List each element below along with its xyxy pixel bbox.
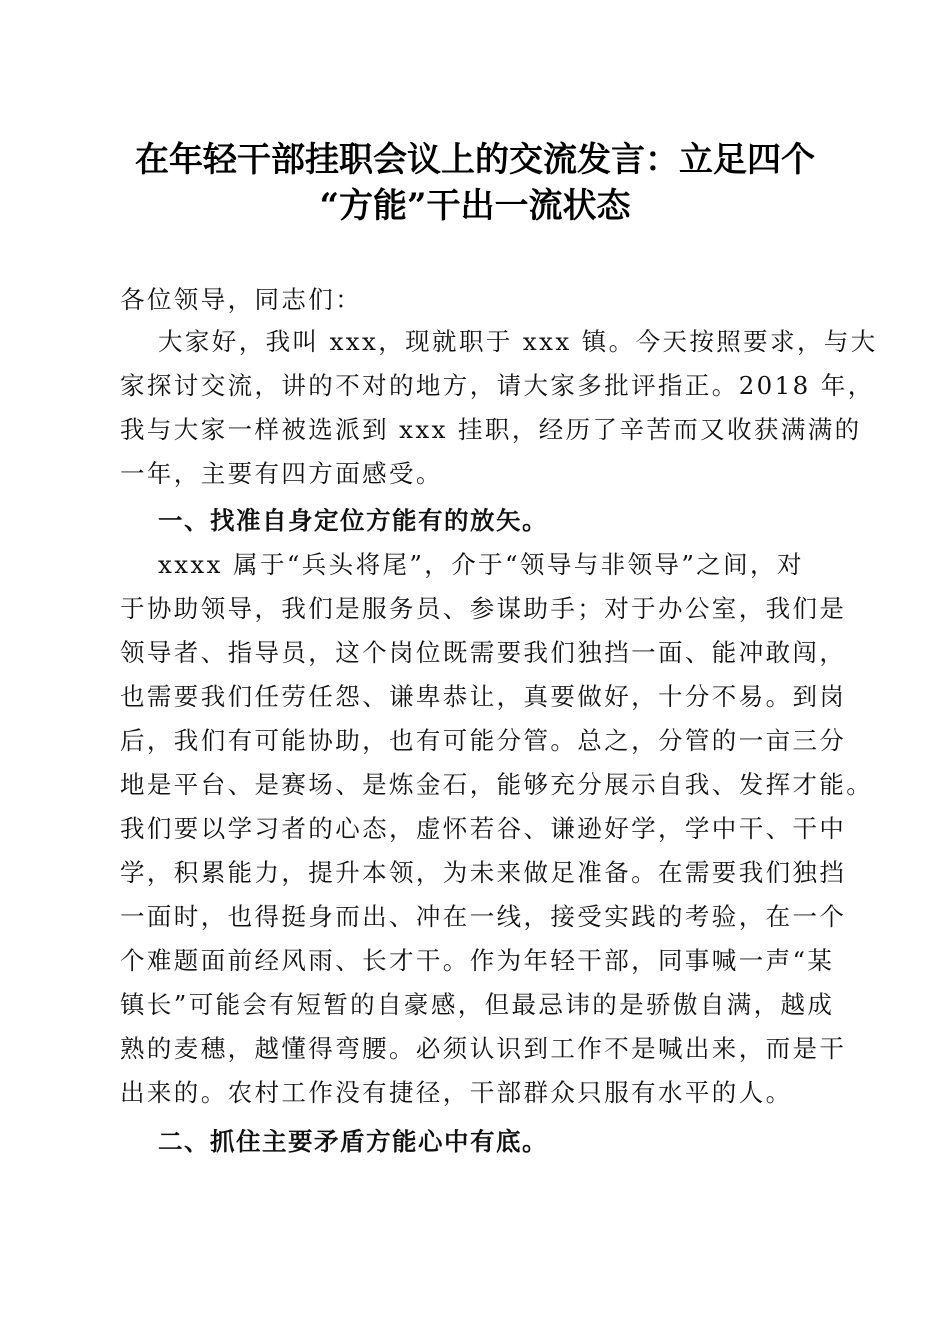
body-line: 我与大家一样被选派到 xxx 挂职，经历了辛苦而又收获满满的 [120, 415, 862, 444]
body-line: 也需要我们任劳任怨、谦卑恭让，真要做好，十分不易。到岗 [120, 682, 847, 711]
body-line: 地是平台、是赛场、是炼金石，能够充分展示自我、发挥才能。 [120, 770, 874, 799]
body-line: 出来的。农村工作没有捷径，干部群众只服有水平的人。 [120, 1078, 793, 1107]
salutation: 各位领导，同志们： [120, 285, 363, 314]
body-line: 我们要以学习者的心态，虚怀若谷、谦逊好学，学中干、干中 [120, 814, 847, 843]
section-heading-2: 二、抓住主要矛盾方能心中有底。 [158, 1127, 548, 1156]
body-line: 领导者、指导员，这个岗位既需要我们独挡一面、能冲敢闯， [120, 638, 847, 667]
body-line: 后，我们有可能协助，也有可能分管。总之，分管的一亩三分 [120, 726, 847, 755]
section-heading-1: 一、找准自身定位方能有的放矢。 [158, 506, 548, 535]
document-title-line-1: 在年轻干部挂职会议上的交流发言：立足四个 [135, 140, 815, 180]
body-line: 一年，主要有四方面感受。 [120, 459, 443, 488]
body-line: 大家好，我叫 xxx，现就职于 xxx 镇。今天按照要求，与大 [158, 327, 878, 356]
body-line: 学，积累能力，提升本领，为未来做足准备。在需要我们独挡 [120, 858, 847, 887]
body-line: 镇长”可能会有短暂的自豪感，但最忌讳的是骄傲自满，越成 [120, 990, 835, 1019]
body-line: 一面时，也得挺身而出、冲在一线，接受实践的考验，在一个 [120, 902, 847, 931]
body-line: xxxx 属于“兵头将尾”，介于“领导与非领导”之间，对 [158, 550, 804, 579]
body-line: 家探讨交流，讲的不对的地方，请大家多批评指正。2018 年， [120, 371, 875, 400]
body-line: 熟的麦穗，越懂得弯腰。必须认识到工作不是喊出来，而是干 [120, 1034, 847, 1063]
body-line: 个难题面前经风雨、长才干。作为年轻干部，同事喊一声“某 [120, 946, 835, 975]
document-title-line-2: “方能”干出一流状态 [319, 186, 631, 226]
body-line: 于协助领导，我们是服务员、参谋助手；对于办公室，我们是 [120, 594, 847, 623]
